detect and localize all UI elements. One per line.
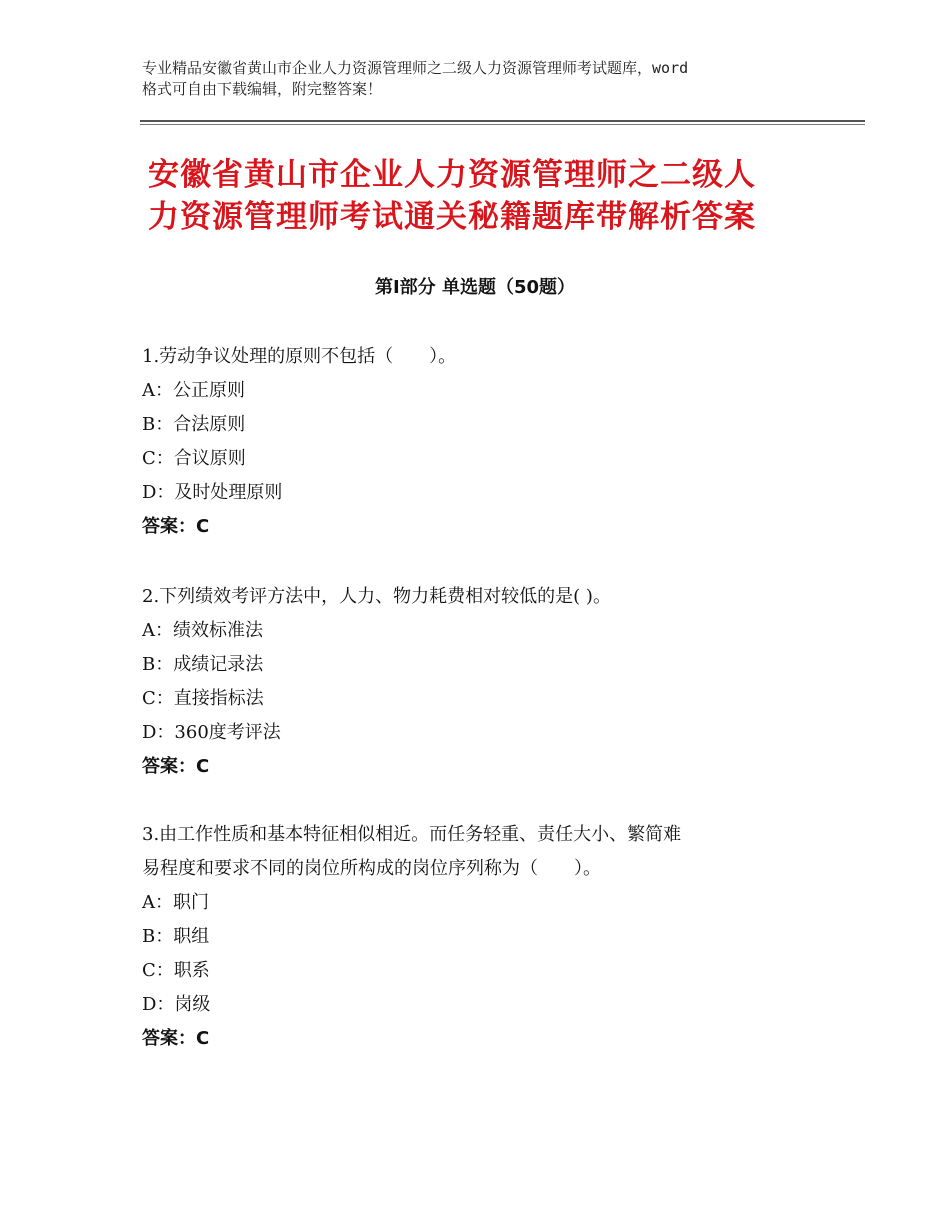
document-title (148, 154, 848, 238)
question-2-stem: 2.下列绩效考评方法中，人力、物力耗费相对较低的是( )。 (142, 586, 611, 607)
question-1 (142, 340, 822, 544)
question-1-option-b: B：合法原则 (142, 414, 246, 435)
header-divider (140, 120, 865, 122)
question-3-answer: 答案：C (142, 1028, 210, 1049)
question-2-option-d: D：360度考评法 (142, 722, 281, 743)
question-1-stem: 1.劳动争议处理的原则不包括（ ）。 (142, 346, 457, 367)
question-3-option-b: B：职组 (142, 926, 210, 947)
header-note-line-1: 专业精品安徽省黄山市企业人力资源管理师之二级人力资源管理师考试题库，word (142, 59, 689, 77)
question-2-option-c: C：直接指标法 (142, 688, 264, 709)
question-3-option-d: D：岗级 (142, 994, 211, 1015)
header-note-line-2: 格式可自由下载编辑，附完整答案！ (142, 80, 383, 98)
section-title: 第Ⅰ部分 单选题（50题） (374, 277, 575, 298)
document-title-line-2: 力资源管理师考试通关秘籍题库带解析答案 (148, 199, 756, 235)
question-2 (142, 580, 822, 784)
header-note (142, 58, 832, 100)
question-3-stem-line-2: 易程度和要求不同的岗位所构成的岗位序列称为（ ）。 (142, 858, 601, 879)
question-1-option-a: A：公正原则 (142, 380, 245, 401)
question-2-option-b: B：成绩记录法 (142, 654, 264, 675)
question-1-option-c: C：合议原则 (142, 448, 246, 469)
header-divider-thin (140, 124, 865, 125)
question-2-answer: 答案：C (142, 756, 210, 777)
question-3-stem-line-1: 3.由工作性质和基本特征相似相近。而任务轻重、责任大小、繁简难 (142, 824, 682, 845)
question-3-option-a: A：职门 (142, 892, 209, 913)
question-1-option-d: D：及时处理原则 (142, 482, 283, 503)
question-3-option-c: C：职系 (142, 960, 210, 981)
question-1-answer: 答案：C (142, 516, 210, 537)
document-title-line-1: 安徽省黄山市企业人力资源管理师之二级人 (148, 157, 756, 193)
question-3 (142, 818, 822, 1056)
question-2-option-a: A：绩效标准法 (142, 620, 263, 641)
